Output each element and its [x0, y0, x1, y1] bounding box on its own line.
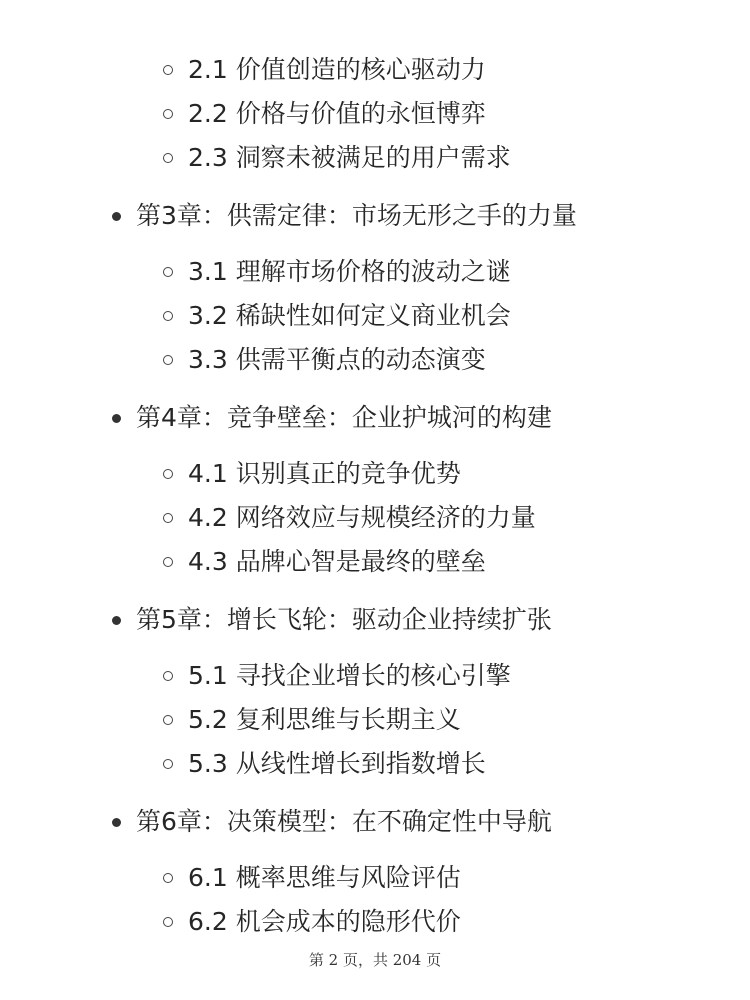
toc-section-label: 3.1 理解市场价格的波动之谜 [188, 257, 511, 286]
filled-circle-bullet-icon [112, 616, 121, 625]
hollow-circle-bullet-icon [163, 267, 173, 277]
filled-circle-bullet-icon [112, 212, 121, 221]
toc-section-label: 6.1 概率思维与风险评估 [188, 863, 461, 892]
hollow-circle-bullet-icon [163, 513, 173, 523]
toc-section-label: 4.2 网络效应与规模经济的力量 [188, 503, 536, 532]
toc-section-label: 5.2 复利思维与长期主义 [188, 705, 461, 734]
hollow-circle-bullet-icon [163, 355, 173, 365]
hollow-circle-bullet-icon [163, 557, 173, 567]
toc-section-label: 5.1 寻找企业增长的核心引擎 [188, 661, 511, 690]
hollow-circle-bullet-icon [163, 311, 173, 321]
toc-chapter-label: 第6章：决策模型：在不确定性中导航 [136, 807, 552, 836]
toc-section-label: 6.2 机会成本的隐形代价 [188, 907, 461, 936]
toc-chapter-label: 第5章：增长飞轮：驱动企业持续扩张 [136, 605, 552, 634]
hollow-circle-bullet-icon [163, 469, 173, 479]
hollow-circle-bullet-icon [163, 917, 173, 927]
filled-circle-bullet-icon [112, 818, 121, 827]
hollow-circle-bullet-icon [163, 759, 173, 769]
hollow-circle-bullet-icon [163, 873, 173, 883]
hollow-circle-bullet-icon [163, 153, 173, 163]
toc-section-label: 4.3 品牌心智是最终的壁垒 [188, 547, 486, 576]
hollow-circle-bullet-icon [163, 671, 173, 681]
hollow-circle-bullet-icon [163, 109, 173, 119]
toc-section-label: 2.3 洞察未被满足的用户需求 [188, 143, 511, 172]
filled-circle-bullet-icon [112, 414, 121, 423]
page-number-footer: 第 2 页，共 204 页 [308, 951, 442, 969]
toc-section-label: 2.2 价格与价值的永恒博弈 [188, 99, 486, 128]
toc-chapter-label: 第3章：供需定律：市场无形之手的力量 [136, 201, 577, 230]
toc-section-label: 3.2 稀缺性如何定义商业机会 [188, 301, 511, 330]
toc-chapter-label: 第4章：竞争壁垒：企业护城河的构建 [136, 403, 552, 432]
toc-section-label: 2.1 价值创造的核心驱动力 [188, 55, 486, 84]
hollow-circle-bullet-icon [163, 65, 173, 75]
toc-section-label: 4.1 识别真正的竞争优势 [188, 459, 461, 488]
toc-section-label: 3.3 供需平衡点的动态演变 [188, 345, 486, 374]
toc-section-label: 5.3 从线性增长到指数增长 [188, 749, 486, 778]
hollow-circle-bullet-icon [163, 715, 173, 725]
